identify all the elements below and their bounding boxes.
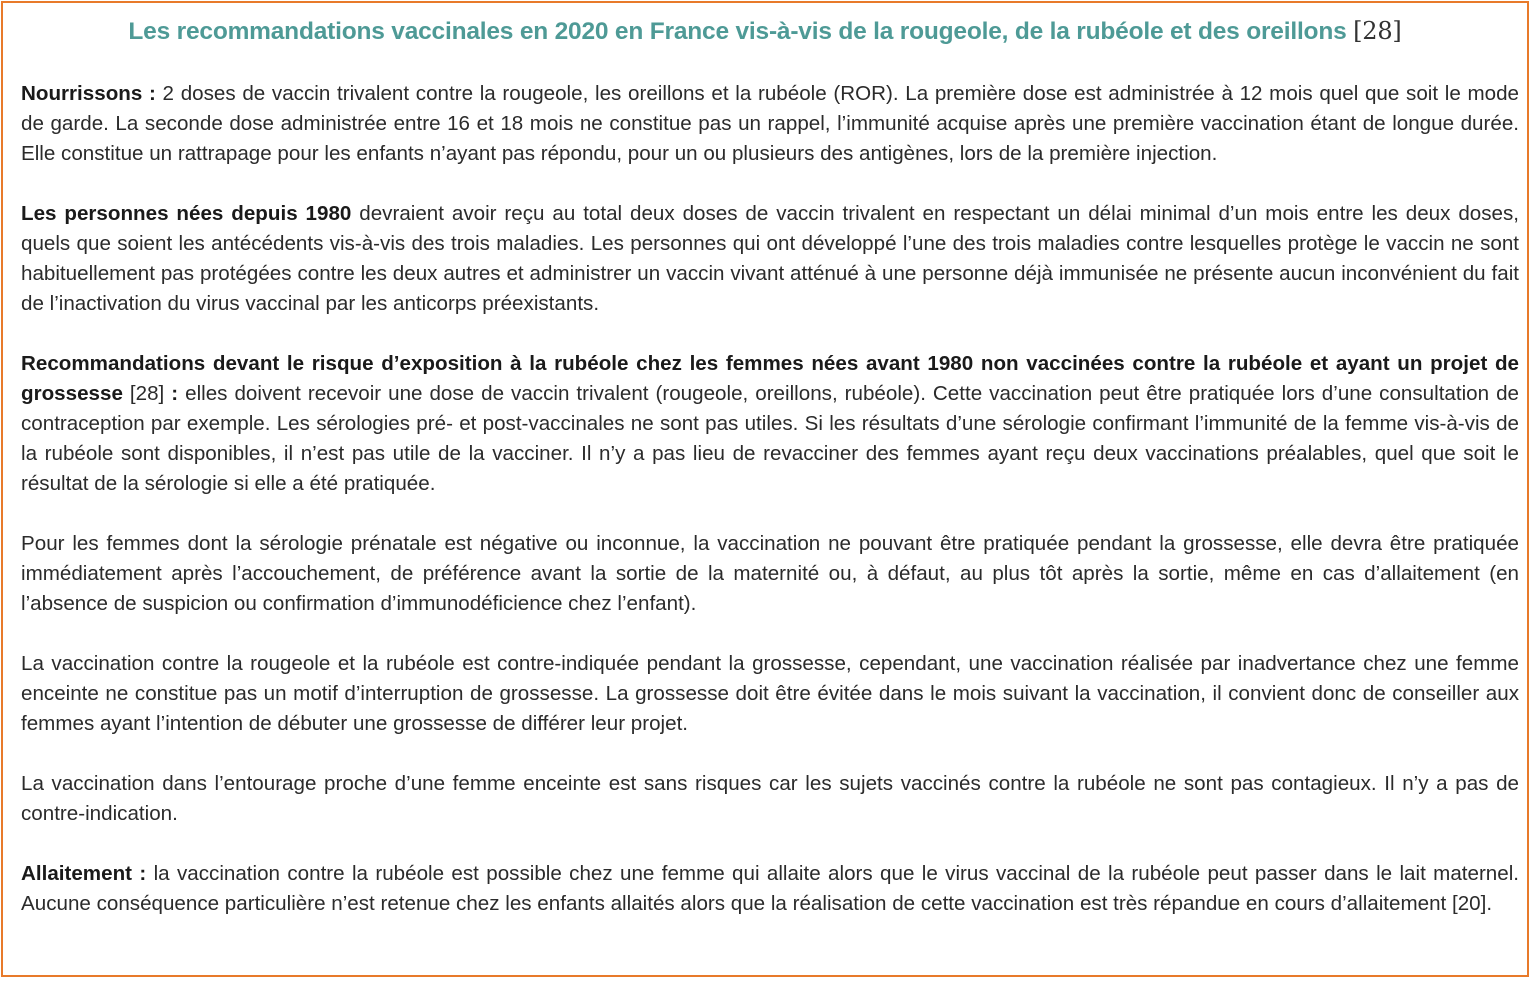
paragraph-reference: [28] [122, 382, 172, 405]
paragraph-serologie-prenatale [21, 529, 1519, 619]
box-title-text: Les recommandations vaccinales en 2020 en France vis-à-vis de la rougeole, de la rubéole et des oreillons [128, 18, 1347, 45]
paragraph-nourrissons [21, 79, 1519, 169]
title-reference: [28] [1353, 17, 1402, 45]
paragraph-text: Pour les femmes dont la sérologie prénatale est négative ou inconnue, la vaccination ne pouvant être pratiquée pendant la grossesse, elle devra être pratiquée immédiatement après l’accouchement, de préférence avant la sortie de la maternité ou, à défaut, au plus tôt après la sortie, même en cas d’allaitement (en l’absence de suspicion ou confirmation d’immunodéficience chez l’enfant). [21, 532, 1519, 615]
recommendations-box [1, 1, 1529, 977]
paragraph-lead: Allaitement : [21, 862, 147, 885]
box-content [21, 79, 1519, 919]
paragraph-contre-indication-grossesse [21, 649, 1519, 739]
paragraph-text: La vaccination dans l’entourage proche d’une femme enceinte est sans risques car les sujets vaccinés contre la rubéole ne sont pas contagieux. Il n’y a pas de contre-indication. [21, 772, 1519, 825]
paragraph-text: 2 doses de vaccin trivalent contre la rougeole, les oreillons et la rubéole (ROR). La première dose est administrée à 12 mois quel que soit le mode de garde. La seconde dose administrée entre 16 et 18 mois ne constitue pas un rappel, l’immunité acquise après une première vaccination étant de longue durée. Elle constitue un rattrapage pour les enfants n’ayant pas répondu, pour un ou plusieurs des antigènes, lors de la première injection. [21, 82, 1519, 165]
paragraph-allaitement [21, 859, 1519, 919]
paragraph-entourage [21, 769, 1519, 829]
paragraph-nees-depuis-1980 [21, 199, 1519, 319]
box-title [3, 17, 1527, 46]
paragraph-text: elles doivent recevoir une dose de vaccin trivalent (rougeole, oreillons, rubéole). Cette vaccination peut être pratiquée lors d’une consultation de contraception par exemple. Les sérologies pré- et post-vaccinales ne sont pas utiles. Si les résultats d’une sérologie confirmant l’immunité de la femme vis-à-vis de la rubéole sont disponibles, il n’est pas utile de la vacciner. Il n’y a pas lieu de revacciner des femmes ayant reçu deux vaccinations préalables, quel que soit le résultat de la sérologie si elle a été pratiquée. [21, 382, 1519, 495]
paragraph-lead-end: : [171, 382, 179, 405]
paragraph-text: La vaccination contre la rougeole et la rubéole est contre-indiquée pendant la grossesse, cependant, une vaccination réalisée par inadvertance chez une femme enceinte ne constitue pas un motif d’interruption de grossesse. La grossesse doit être évitée dans le mois suivant la vaccination, il convient donc de conseiller aux femmes ayant l’intention de débuter une grossesse de différer leur projet. [21, 652, 1519, 735]
paragraph-lead: Recommandations devant le risque d’exposition à la rubéole chez les femmes nées avant 1980 non vaccinées contre la rubéole et ayant un projet de grossesse [21, 352, 1519, 405]
paragraph-risque-exposition [21, 349, 1519, 499]
paragraph-lead: Les personnes nées depuis 1980 [21, 202, 352, 225]
paragraph-lead: Nourrissons : [21, 82, 156, 105]
paragraph-text: la vaccination contre la rubéole est possible chez une femme qui allaite alors que le virus vaccinal de la rubéole peut passer dans le lait maternel. Aucune conséquence particulière n’est retenue chez les enfants allaités alors que la réalisation de cette vaccination est très répandue en cours d’allaitement [20]. [21, 862, 1520, 915]
paragraph-text: devraient avoir reçu au total deux doses de vaccin trivalent en respectant un délai minimal d’un mois entre les deux doses, quels que soient les antécédents vis-à-vis des trois maladies. Les personnes qui ont développé l’une des trois maladies contre lesquelles protège le vaccin ne sont habituellement pas protégées contre les deux autres et administrer un vaccin vivant atténué à une personne déjà immunisée ne présente aucun inconvénient du fait de l’inactivation du virus vaccinal par les anticorps préexistants. [21, 202, 1519, 315]
